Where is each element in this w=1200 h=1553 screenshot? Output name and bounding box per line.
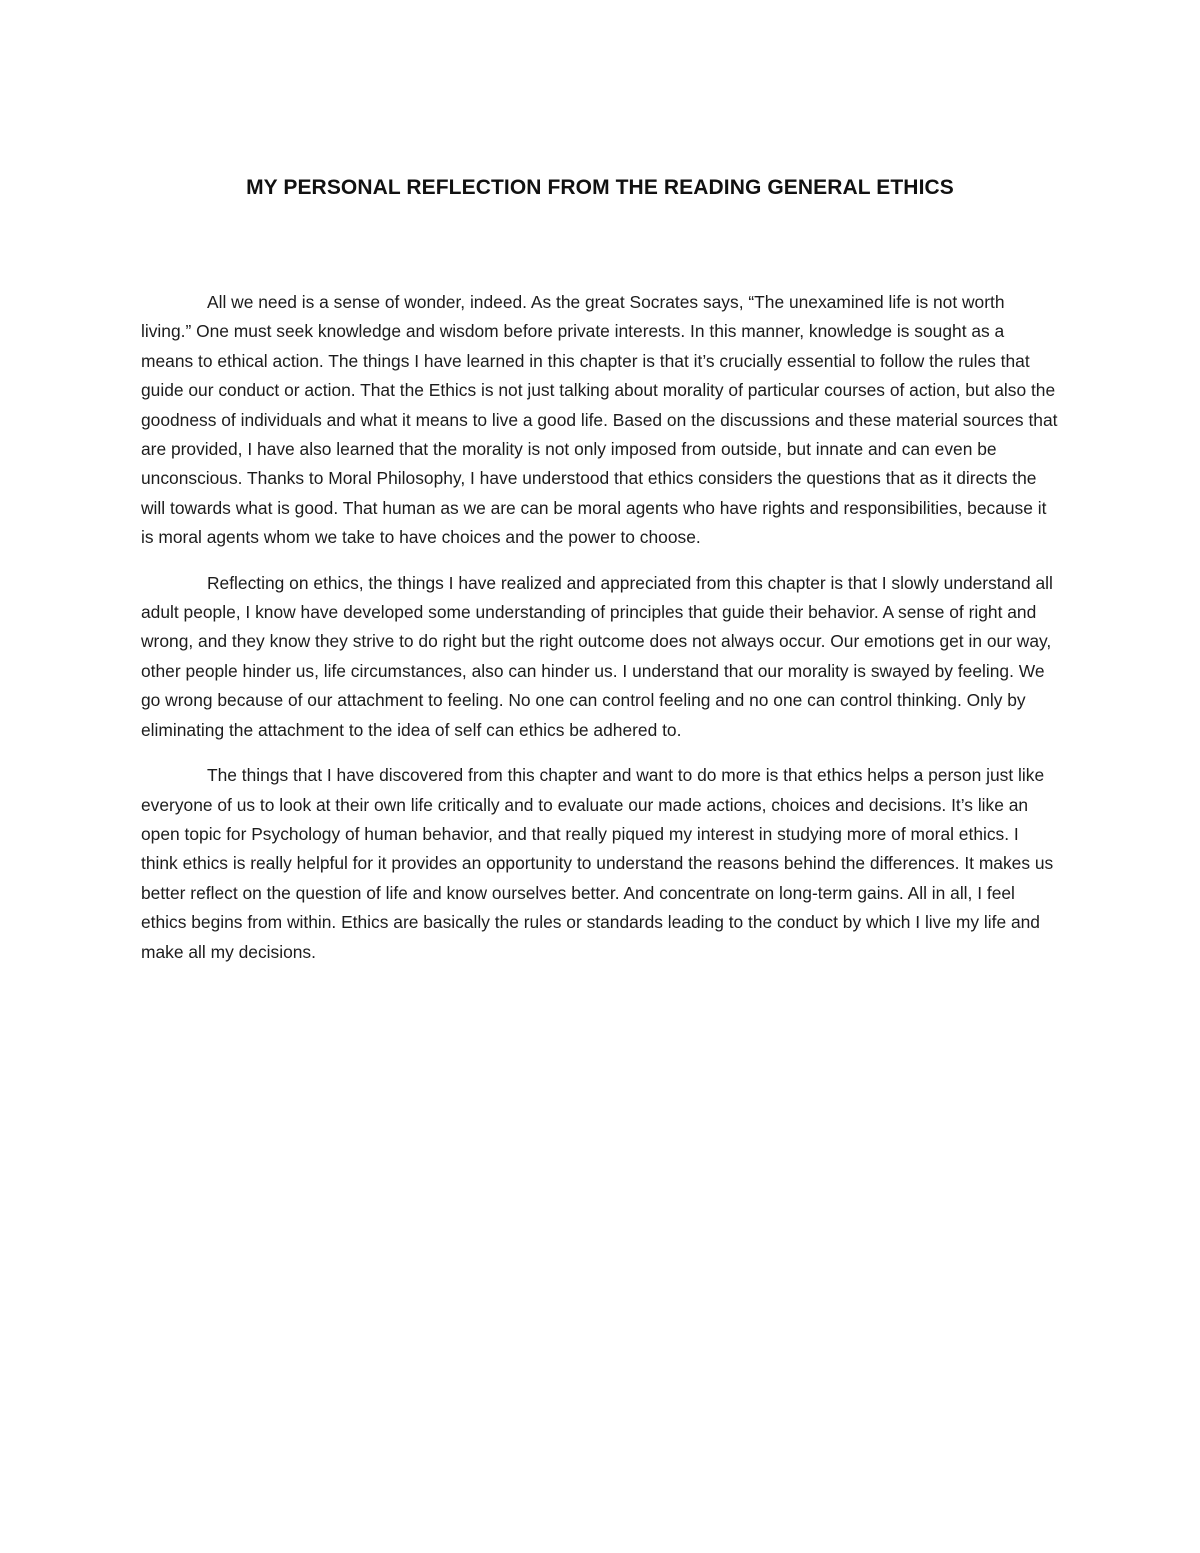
paragraph-2: Reflecting on ethics, the things I have realized and appreciated from this chapter is that I slowly understand all adult people, I know have developed some understanding of principles that guide their behavior. A sense of right and wrong, and they know they strive to do right but the right outcome does not always occur. Our emotions get in our way, other people hinder us, life circumstances, also can hinder us. I understand that our morality is swayed by feeling. We go wrong because of our attachment to feeling. No one can control feeling and no one can control thinking. Only by eliminating the attachment to the idea of self can ethics be adhered to. bbox=[141, 572, 1053, 740]
document-title: MY PERSONAL REFLECTION FROM THE READING GENERAL ETHICS bbox=[246, 176, 954, 199]
paragraph-3: The things that I have discovered from this chapter and want to do more is that ethics helps a person just like everyone of us to look at their own life critically and to evaluate our made actions, choices and decisions. It’s like an open topic for Psychology of human behavior, and that really piqued my interest in studying more of moral ethics. I think ethics is really helpful for it provides an opportunity to understand the reasons behind the differences. It makes us better reflect on the question of life and know ourselves better. And concentrate on long-term gains. All in all, I feel ethics begins from within. Ethics are basically the rules or standards leading to the conduct by which I live my life and make all my decisions. bbox=[141, 765, 1054, 962]
document-body bbox=[141, 288, 1059, 983]
paragraph-1: All we need is a sense of wonder, indeed. As the great Socrates says, “The unexamined life is not worth living.” One must seek knowledge and wisdom before private interests. In this manner, knowledge is sought as a means to ethical action. The things I have learned in this chapter is that it’s crucially essential to follow the rules that guide our conduct or action. That the Ethics is not just talking about morality of particular courses of action, but also the goodness of individuals and what it means to live a good life. Based on the discussions and these material sources that are provided, I have also learned that the morality is not only imposed from outside, but innate and can even be unconscious. Thanks to Moral Philosophy, I have understood that ethics considers the questions that as it directs the will towards what is good. That human as we are can be moral agents who have rights and responsibilities, because it is moral agents whom we take to have choices and the power to choose. bbox=[141, 292, 1058, 548]
